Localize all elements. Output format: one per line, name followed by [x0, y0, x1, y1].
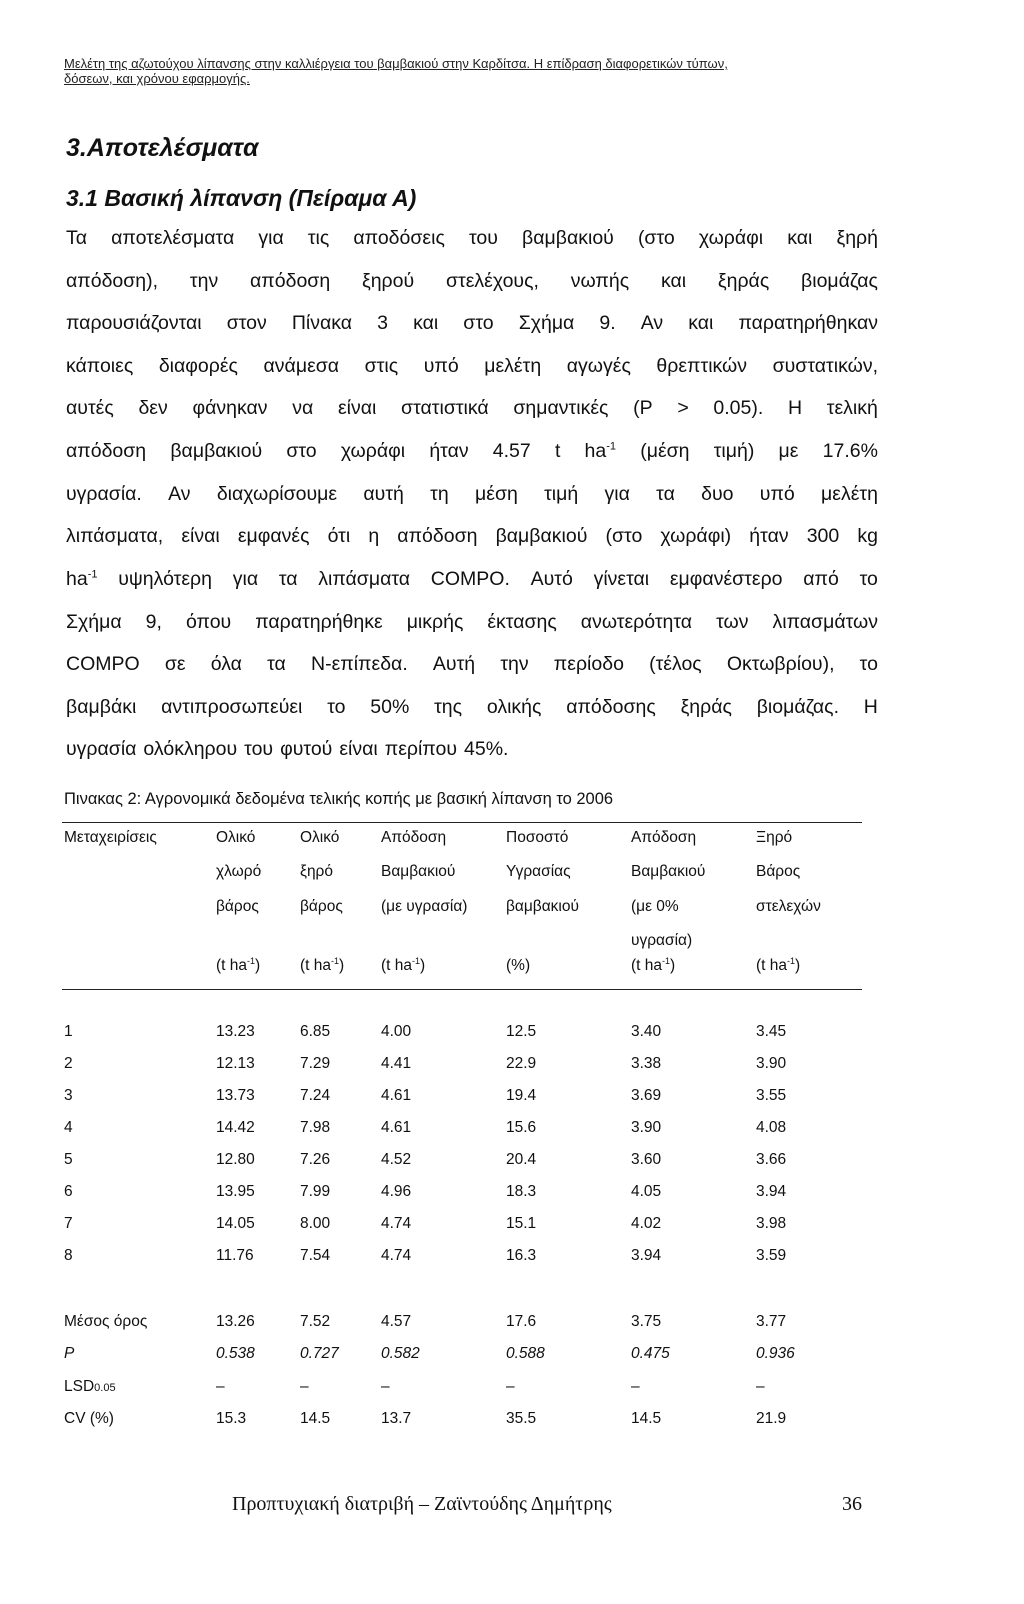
- table-cell: 3.59: [756, 1247, 787, 1264]
- column-unit: (t $ha^{-1}$): [216, 955, 261, 974]
- stat-value: 0.588: [506, 1345, 545, 1362]
- table-cell: 7.54: [300, 1247, 331, 1264]
- table-cell: 3.45: [756, 1023, 787, 1040]
- treatment-label: 1: [64, 1023, 73, 1040]
- table-cell: 3.60: [631, 1151, 662, 1168]
- paragraph-line: αυτές δεν φάνηκαν να είναι στατιστικά σημαντικές (P > 0.05). Η τελική: [66, 397, 878, 419]
- table-cell: 4.41: [381, 1055, 412, 1072]
- table-cell: 20.4: [506, 1151, 537, 1168]
- stat-value: 4.57: [381, 1313, 412, 1330]
- table-cell: 7.29: [300, 1055, 331, 1072]
- stat-value: 0.475: [631, 1345, 670, 1362]
- table-cell: 7.99: [300, 1183, 331, 1200]
- column-header: (με υγρασία): [381, 898, 468, 915]
- table-cell: 15.1: [506, 1215, 537, 1232]
- paragraph-line: παρουσιάζονται στον Πίνακα 3 και στο Σχήμα 9. Αν και παρατηρήθηκαν: [66, 312, 878, 334]
- column-unit: (t $ha^{-1}$): [381, 955, 426, 974]
- paragraph-line: υγρασία. Αν διαχωρίσουμε αυτή τη μέση τιμή για τα δυο υπό μελέτη: [66, 483, 878, 505]
- table-cell: 3.38: [631, 1055, 662, 1072]
- running-header: [64, 56, 864, 86]
- page-number: 36: [842, 1493, 862, 1515]
- table-caption: Πινακας 2: Αγρονομικά δεδομένα τελικής κοπής με βασική λίπανση το 2006: [64, 790, 614, 808]
- table-cell: 15.6: [506, 1119, 537, 1136]
- table-cell: 12.80: [216, 1151, 255, 1168]
- table-cell: 3.66: [756, 1151, 787, 1168]
- paragraph-line: απόδοση), την απόδοση ξηρού στελέχους, νωπής και ξηράς βιομάζας: [66, 270, 878, 292]
- treatment-label: 8: [64, 1247, 73, 1264]
- table-cell: 12.13: [216, 1055, 255, 1072]
- column-header: Απόδοση: [381, 829, 447, 846]
- column-header: βάρος: [300, 898, 343, 915]
- column-unit: (t $ha^{-1}$): [631, 955, 676, 974]
- column-header: υγρασία): [631, 932, 693, 949]
- column-header: Απόδοση: [631, 829, 697, 846]
- stat-value: 21.9: [756, 1410, 787, 1427]
- stat-label: Μέσος όρος: [64, 1313, 148, 1330]
- stat-value: –: [631, 1378, 640, 1395]
- stat-value: 0.727: [300, 1345, 339, 1362]
- table-cell: 14.05: [216, 1215, 255, 1232]
- column-header: χλωρό: [216, 863, 262, 880]
- table-cell: 3.40: [631, 1023, 662, 1040]
- paragraph-line: κάποιες διαφορές ανάμεσα στις υπό μελέτη αγωγές θρεπτικών συστατικών,: [66, 355, 878, 377]
- stat-value: 0.936: [756, 1345, 795, 1362]
- column-header: Ποσοστό: [506, 829, 569, 846]
- table-cell: 7.26: [300, 1151, 331, 1168]
- table-cell: 7.24: [300, 1087, 331, 1104]
- treatment-label: 3: [64, 1087, 73, 1104]
- stat-value: 14.5: [300, 1410, 331, 1427]
- table-cell: 4.74: [381, 1247, 412, 1264]
- table-cell: 4.00: [381, 1023, 412, 1040]
- table-cell: 12.5: [506, 1023, 537, 1040]
- table-cell: 3.69: [631, 1087, 662, 1104]
- column-header: Βαμβακιού: [381, 863, 456, 880]
- treatment-label: 6: [64, 1183, 73, 1200]
- stat-value: 13.7: [381, 1410, 412, 1427]
- superscript: -1: [87, 568, 98, 581]
- table-cell: 3.94: [631, 1247, 662, 1264]
- paragraph-line: βαμβάκι αντιπροσωπεύει το 50% της ολικής απόδοσης ξηράς βιομάζας. Η: [66, 696, 878, 718]
- column-unit: (t $ha^{-1}$): [756, 955, 801, 974]
- table-cell: 4.52: [381, 1151, 412, 1168]
- paragraph-line: $ha^{-1}$ υψηλότερη για τα λιπάσματα COMPO. Αυτό γίνεται εμφανέστερο από το: [66, 568, 878, 590]
- table-cell: 7.98: [300, 1119, 331, 1136]
- treatment-label: 4: [64, 1119, 73, 1136]
- paragraph-line: απόδοση βαμβακιού στο χωράφι ήταν 4.57 t $ha^{-1}$ (μέση τιμή) με 17.6%: [66, 440, 878, 462]
- table-cell: 11.76: [216, 1247, 254, 1264]
- stat-value: –: [216, 1378, 225, 1395]
- table-cell: 4.08: [756, 1119, 787, 1136]
- stat-value: 35.5: [506, 1410, 537, 1427]
- column-header: (με 0%: [631, 898, 679, 915]
- table-cell: 3.98: [756, 1215, 787, 1232]
- treatment-label: 2: [64, 1055, 73, 1072]
- table-cell: 4.74: [381, 1215, 412, 1232]
- table-cell: 18.3: [506, 1183, 537, 1200]
- stat-value: –: [506, 1378, 515, 1395]
- table-cell: 4.02: [631, 1215, 662, 1232]
- table-cell: 13.95: [216, 1183, 255, 1200]
- table-cell: 13.73: [216, 1087, 255, 1104]
- paragraph-line: λιπάσματα, είναι εμφανές ότι η απόδοση βαμβακιού (στο χωράφι) ήταν 300 kg: [66, 525, 878, 547]
- section-heading: 3.Αποτελέσματα: [66, 134, 259, 162]
- stat-value: 0.538: [216, 1345, 255, 1362]
- table-cell: 3.94: [756, 1183, 787, 1200]
- table-cell: 19.4: [506, 1087, 537, 1104]
- column-header: Ολικό: [216, 829, 256, 846]
- column-header: βαμβακιού: [506, 898, 579, 915]
- paragraph-line: Σχήμα 9, όπου παρατηρήθηκε μικρής έκτασης ανωτερότητα των λιπασμάτων: [66, 611, 878, 633]
- table-header-rule: [62, 989, 862, 990]
- stat-value: –: [381, 1378, 390, 1395]
- table-top-rule: [62, 822, 862, 823]
- paragraph-line: υγρασία ολόκληρου του φυτού είναι περίπου 45%.: [66, 738, 509, 760]
- footer-title: Προπτυχιακή διατριβή – Ζαϊντούδης Δημήτρης: [232, 1493, 612, 1515]
- paragraph-line: COMPO σε όλα τα Ν-επίπεδα. Αυτή την περίοδο (τέλος Οκτωβρίου), το: [66, 653, 878, 675]
- table-cell: 4.05: [631, 1183, 662, 1200]
- table-cell: 4.61: [381, 1087, 412, 1104]
- column-header: Ολικό: [300, 829, 340, 846]
- table-cell: 3.90: [756, 1055, 787, 1072]
- table-cell: 13.23: [216, 1023, 255, 1040]
- running-header-line-1: Μελέτη της αζωτούχου λίπανσης στην καλλιέργεια του βαμβακιού στην Καρδίτσα. Η επίδραση διαφορετικών τύπων,: [64, 56, 728, 71]
- stat-value: –: [756, 1378, 765, 1395]
- column-header: ξηρό: [300, 863, 333, 880]
- table-cell: 4.96: [381, 1183, 412, 1200]
- stat-value: 3.75: [631, 1313, 662, 1330]
- table-cell: 16.3: [506, 1247, 537, 1264]
- treatment-label: 7: [64, 1215, 73, 1232]
- superscript: -1: [606, 440, 617, 453]
- column-header: Ξηρό: [756, 829, 793, 846]
- table-cell: 4.61: [381, 1119, 412, 1136]
- stat-value: 13.26: [216, 1313, 255, 1330]
- stat-label: LSD0.05: [64, 1378, 116, 1395]
- stat-value: 17.6: [506, 1313, 537, 1330]
- column-header: Υγρασίας: [506, 863, 571, 880]
- column-header: Βάρος: [756, 863, 801, 880]
- stat-value: 0.582: [381, 1345, 420, 1362]
- stat-value: 7.52: [300, 1313, 331, 1330]
- column-header: στελεχών: [756, 898, 821, 915]
- table-cell: 6.85: [300, 1023, 331, 1040]
- stat-value: 14.5: [631, 1410, 662, 1427]
- table-cell: 8.00: [300, 1215, 331, 1232]
- table-cell: 14.42: [216, 1119, 255, 1136]
- stat-label: P: [64, 1345, 75, 1362]
- table-cell: 22.9: [506, 1055, 537, 1072]
- treatment-label: 5: [64, 1151, 73, 1168]
- column-header: Βαμβακιού: [631, 863, 706, 880]
- table-cell: 3.90: [631, 1119, 662, 1136]
- stat-value: –: [300, 1378, 309, 1395]
- column-header: Μεταχειρίσεις: [64, 829, 157, 846]
- stat-value: 3.77: [756, 1313, 787, 1330]
- stat-value: 15.3: [216, 1410, 247, 1427]
- table-cell: 3.55: [756, 1087, 787, 1104]
- subsection-heading: 3.1 Βασική λίπανση (Πείραμα Α): [66, 185, 417, 211]
- paragraph-line: Τα αποτελέσματα για τις αποδόσεις του βαμβακιού (στο χωράφι και ξηρή: [66, 227, 878, 249]
- column-header: βάρος: [216, 898, 259, 915]
- column-unit: (%): [506, 957, 531, 974]
- stat-label: CV (%): [64, 1410, 114, 1427]
- running-header-line-2: δόσεων, και χρόνου εφαρμογής.: [64, 71, 250, 86]
- column-unit: (t $ha^{-1}$): [300, 955, 345, 974]
